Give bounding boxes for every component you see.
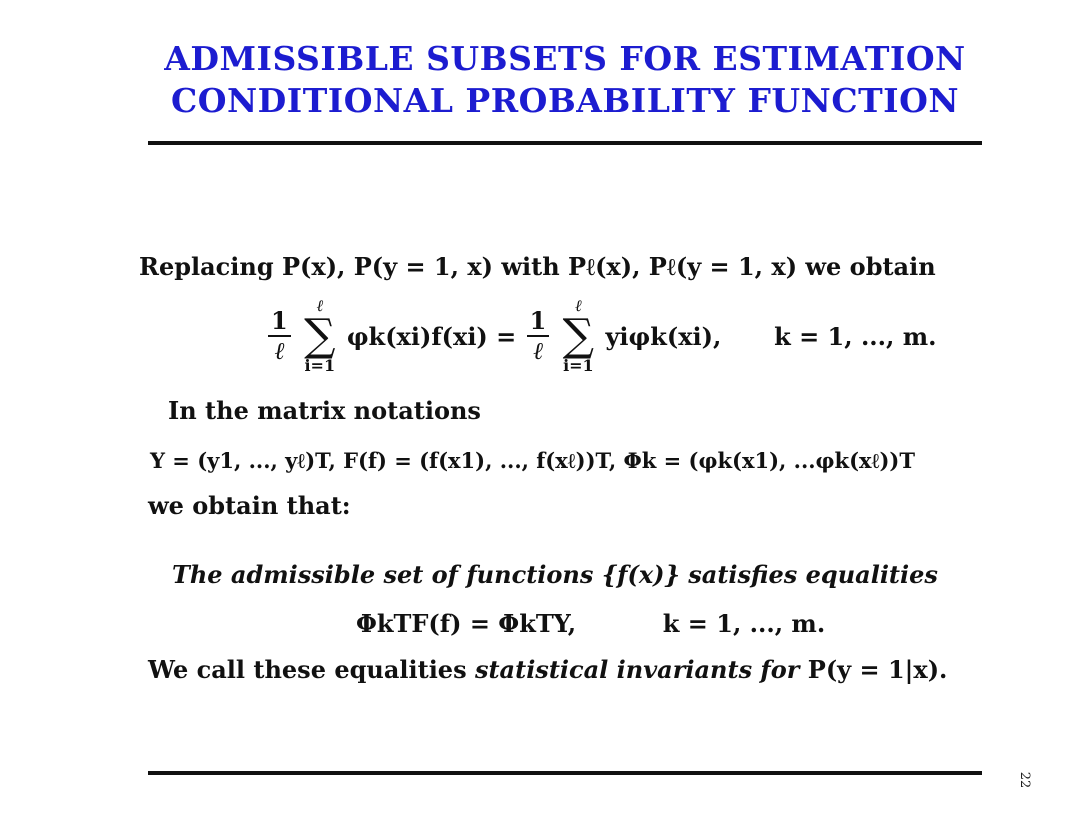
title-line-1: ADMISSIBLE SUBSETS FOR ESTIMATION — [164, 39, 966, 78]
conclusion-italic: statistical invariants for — [474, 655, 800, 684]
title-line-2: CONDITIONAL PROBABILITY FUNCTION — [170, 81, 960, 120]
page-number: 22 — [1017, 771, 1032, 789]
sum-left-lower: i=1 — [304, 356, 336, 375]
bottom-rule — [148, 771, 982, 775]
eq1-left-term: φk(xi)f(xi) = — [346, 321, 517, 351]
slide-title — [0, 38, 1080, 122]
eq2-lhs: ΦkTF(f) = ΦkTY, — [356, 609, 577, 638]
eq2-range: k = 1, ..., m. — [662, 609, 826, 638]
conclusion-end: P(y = 1|x). — [807, 655, 948, 684]
fraction-right-num: 1 — [527, 307, 550, 337]
conclusion-start: We call these equalities — [148, 655, 467, 684]
sum-left-upper: ℓ — [316, 296, 324, 315]
fraction-left — [268, 307, 291, 365]
equation-2 — [356, 607, 825, 638]
eq1-right-term: yiφk(xi), — [605, 321, 722, 351]
sum-left — [304, 298, 335, 374]
fraction-right — [527, 307, 550, 365]
sum-right-lower: i=1 — [563, 356, 594, 375]
conclusion — [148, 655, 947, 685]
intro-text: Replacing P(x), P(y = 1, x) with Pℓ(x), Pℓ(y = 1, x) we obtain — [139, 252, 936, 281]
obtain-that: we obtain that: — [148, 491, 351, 520]
matrix-definitions: Y = (y1, ..., yℓ)T, F(f) = (f(x1), ..., f(xℓ))T, Φk = (φk(x1), ...φk(xℓ))T — [150, 448, 915, 473]
fraction-left-num: 1 — [268, 307, 291, 337]
fraction-right-den: ℓ — [532, 337, 543, 365]
sum-left-sigma: ∑ — [304, 310, 336, 361]
sum-right — [563, 298, 594, 374]
fraction-left-den: ℓ — [274, 337, 285, 365]
sum-right-sigma: ∑ — [562, 310, 595, 361]
eq1-range: k = 1, ..., m. — [774, 321, 937, 351]
statement: The admissible set of functions {f(x)} satisfies equalities — [172, 560, 938, 589]
equation-1 — [266, 298, 936, 374]
matrix-intro: In the matrix notations — [168, 396, 481, 425]
sum-right-upper: ℓ — [575, 296, 582, 315]
top-rule — [148, 141, 982, 145]
